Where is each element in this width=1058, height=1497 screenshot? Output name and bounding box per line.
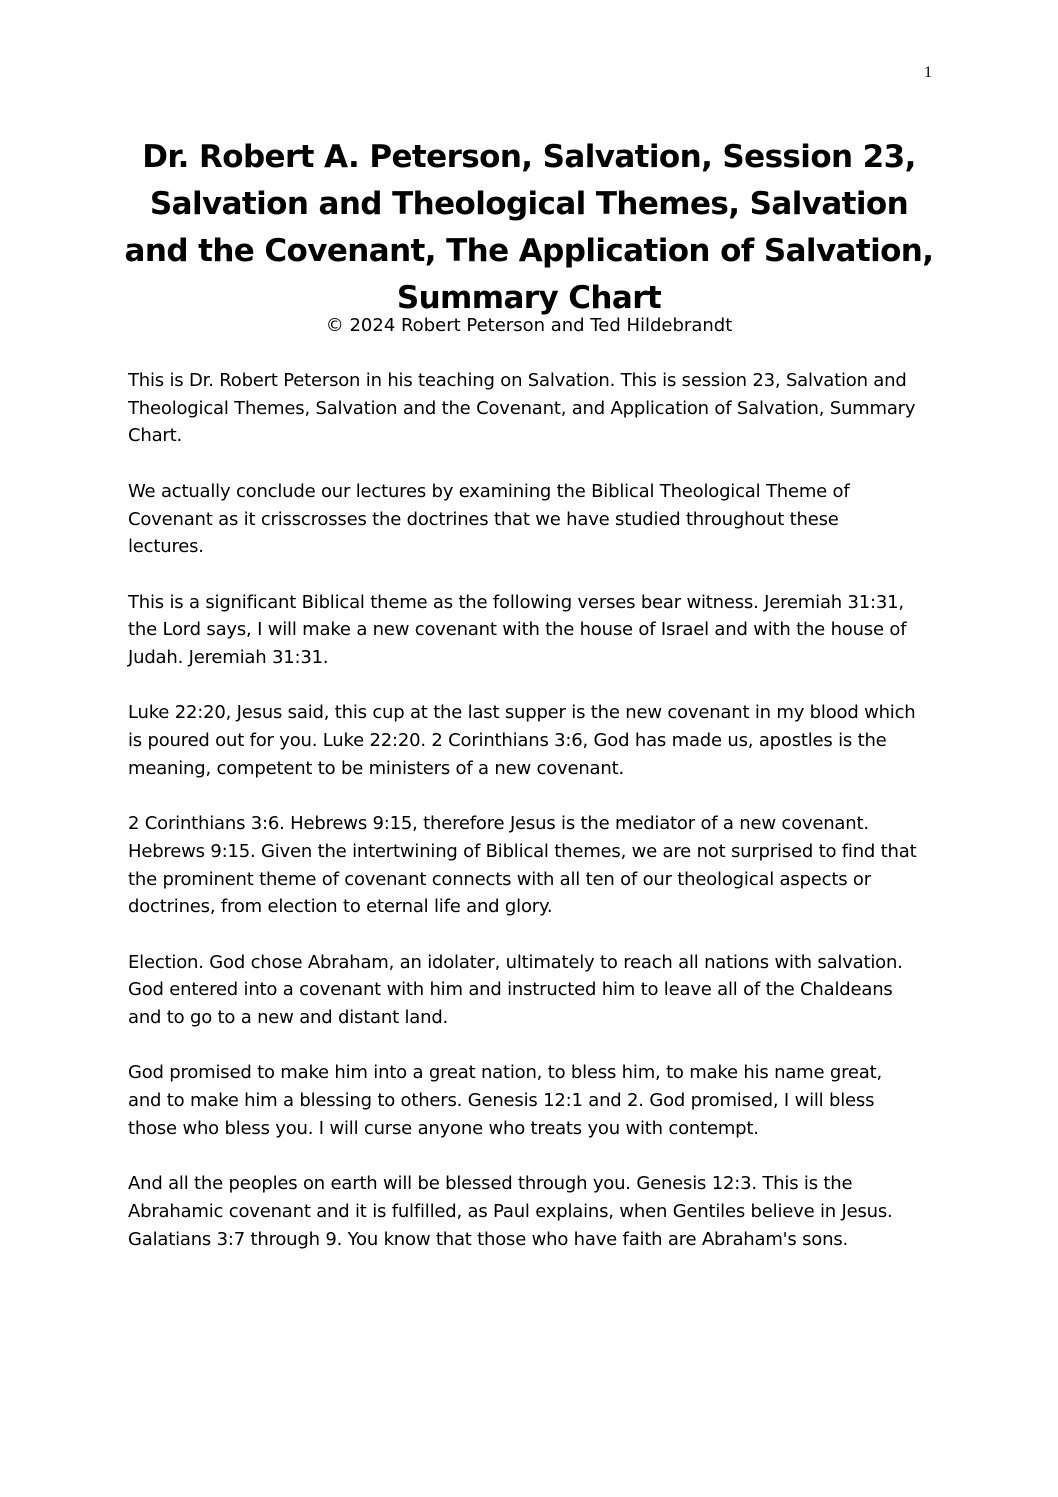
paragraph: Election. God chose Abraham, an idolater, ultimately to reach all nations with salvation. God entered into a covenant with him and instructed him to leave all of the Chaldeans and to go to a new and distant land. xyxy=(128,951,903,1029)
document-body xyxy=(128,367,918,1281)
paragraph: We actually conclude our lectures by examining the Biblical Theological Theme of Covenant as it crisscrosses the doctrines that we have studied throughout these lectures. xyxy=(128,480,850,558)
paragraph: 2 Corinthians 3:6. Hebrews 9:15, therefore Jesus is the mediator of a new covenant. Hebrews 9:15. Given the intertwining of Biblical themes, we are not surprised to find that the prominent theme of covenant connects with all ten of our theological aspects or doctrines, from election to eternal life and glory. xyxy=(128,813,917,918)
page-number: 1 xyxy=(924,64,932,81)
paragraph: God promised to make him into a great nation, to bless him, to make his name great, and to make him a blessing to others. Genesis 12:1 and 2. God promised, I will bless those who bless you. I will curse anyone who treats you with contempt. xyxy=(128,1062,882,1139)
paragraph: This is a significant Biblical theme as the following verses bear witness. Jeremiah 31:31, the Lord says, I will make a new covenant with the house of Israel and with the house of Judah. Jeremiah 31:31. xyxy=(128,591,907,668)
paragraph: Luke 22:20, Jesus said, this cup at the last supper is the new covenant in my blood which is poured out for you. Luke 22:20. 2 Corinthians 3:6, God has made us, apostles is the meaning, competent to be ministers of a new covenant. xyxy=(128,702,916,779)
paragraph: This is Dr. Robert Peterson in his teaching on Salvation. This is session 23, Salvation and Theological Themes, Salvation and the Covenant, and Application of Salvation, Summary Chart. xyxy=(128,370,916,447)
document-title: Dr. Robert A. Peterson, Salvation, Session 23, Salvation and Theological Themes, Salvation and the Covenant, The Application of Salvation, Summary Chart xyxy=(124,139,934,316)
paragraph: And all the peoples on earth will be blessed through you. Genesis 12:3. This is the Abrahamic covenant and it is fulfilled, as Paul explains, when Gentiles believe in Jesus. Galatians 3:7 through 9. You know that those who have faith are Abraham's sons. xyxy=(128,1173,893,1250)
copyright-line: © 2024 Robert Peterson and Ted Hildebrandt xyxy=(325,315,733,336)
